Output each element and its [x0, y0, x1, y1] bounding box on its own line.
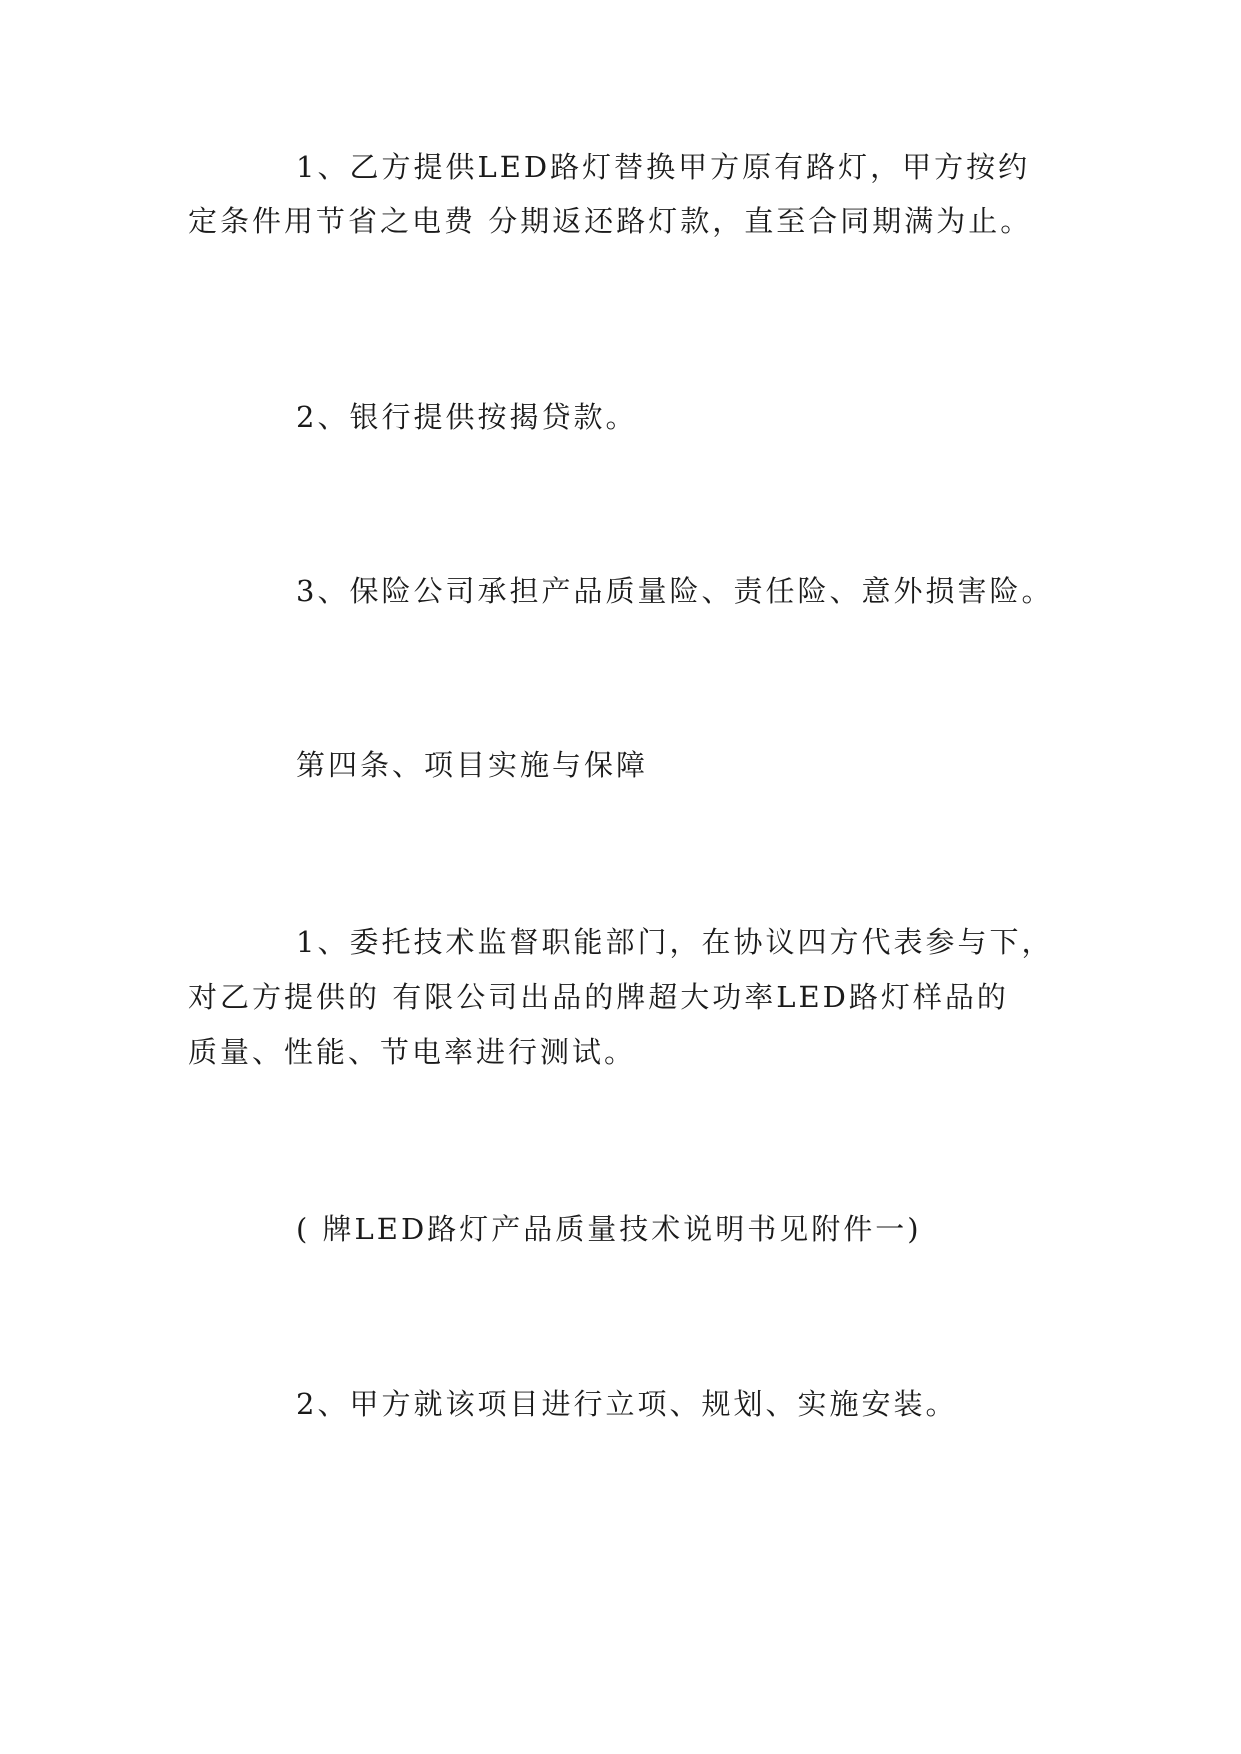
paragraph-3-line-1: 3、保险公司承担产品质量险、责任险、意外损害险。: [296, 574, 1054, 608]
paragraph-5-line-1: 1、委托技术监督职能部门，在协议四方代表参与下，: [296, 925, 1054, 959]
paragraph-1-line-2: 定条件用节省之电费 分期返还路灯款，直至合同期满为止。: [188, 204, 1033, 238]
section-heading-4: 第四条、项目实施与保障: [296, 748, 649, 782]
paragraph-7-line-1: 2、甲方就该项目进行立项、规划、实施安装。: [296, 1387, 958, 1421]
paragraph-6-line-1: ( 牌LED路灯产品质量技术说明书见附件一): [296, 1212, 922, 1246]
paragraph-1-line-1: 1、乙方提供LED路灯替换甲方原有路灯，甲方按约: [296, 150, 1031, 184]
paragraph-5-line-3: 质量、性能、节电率进行测试。: [188, 1035, 637, 1069]
paragraph-2-line-1: 2、银行提供按揭贷款。: [296, 400, 638, 434]
paragraph-5-line-2: 对乙方提供的 有限公司出品的牌超大功率LED路灯样品的: [188, 980, 1009, 1014]
